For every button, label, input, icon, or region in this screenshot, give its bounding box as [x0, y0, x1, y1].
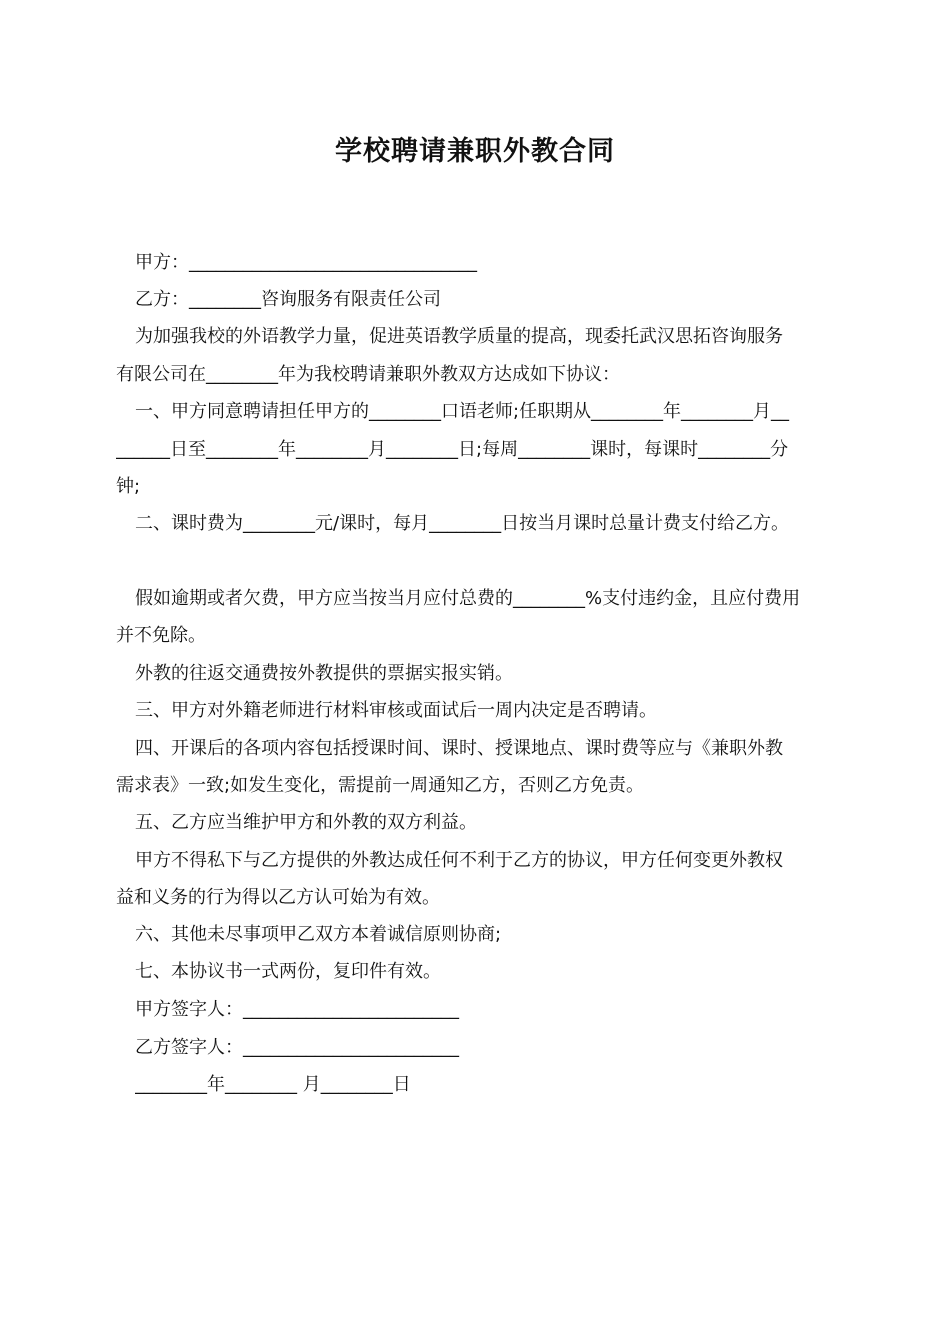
clause-5-line: 五、乙方应当维护甲方和外教的双方利益。 [135, 812, 477, 833]
clause-1-line-3: 钟; [116, 476, 141, 497]
clause-5-detail-line-1: 甲方不得私下与乙方提供的外教达成任何不利于乙方的协议，甲方任何变更外教权 [135, 850, 783, 871]
clause-5-detail-line-2: 益和义务的行为得以乙方认可始为有效。 [116, 887, 440, 908]
date-line: ________年________ 月________日 [135, 1074, 411, 1095]
clause-6-line: 六、其他未尽事项甲乙双方本着诚信原则协商; [135, 924, 502, 945]
travel-expense-line: 外教的往返交通费按外教提供的票据实报实销。 [135, 663, 513, 684]
clause-7-line: 七、本协议书一式两份，复印件有效。 [135, 961, 441, 982]
preamble-line-2: 有限公司在________年为我校聘请兼职外教双方达成如下协议： [116, 364, 620, 385]
penalty-line-2: 并不免除。 [116, 625, 206, 646]
clause-1-line-2: ______日至________年________月________日;每周________课时，每课时________分 [116, 439, 789, 460]
penalty-line-1: 假如逾期或者欠费，甲方应当按当月应付总费的________%支付违约金，且应付费用 [135, 588, 801, 609]
party-a-signature-line: 甲方签字人：________________________ [135, 999, 459, 1020]
party-b-signature-line: 乙方签字人：________________________ [135, 1037, 459, 1058]
party-b-line: 乙方：________咨询服务有限责任公司 [135, 289, 441, 310]
clause-1-line-1: 一、甲方同意聘请担任甲方的________口语老师;任职期从________年________月__ [135, 401, 790, 422]
clause-2-line: 二、课时费为________元/课时，每月________日按当月课时总量计费支付给乙方。 [135, 513, 790, 534]
clause-3-line: 三、甲方对外籍老师进行材料审核或面试后一周内决定是否聘请。 [135, 700, 657, 721]
clause-4-line-1: 四、开课后的各项内容包括授课时间、课时、授课地点、课时费等应与《兼职外教 [135, 738, 783, 759]
clause-4-line-2: 需求表》一致;如发生变化，需提前一周通知乙方，否则乙方免责。 [116, 775, 645, 796]
document-title: 学校聘请兼职外教合同 [335, 136, 615, 167]
party-a-line: 甲方：________________________________ [135, 252, 477, 273]
preamble-line-1: 为加强我校的外语教学力量，促进英语教学质量的提高，现委托武汉思拓咨询服务 [135, 326, 783, 347]
